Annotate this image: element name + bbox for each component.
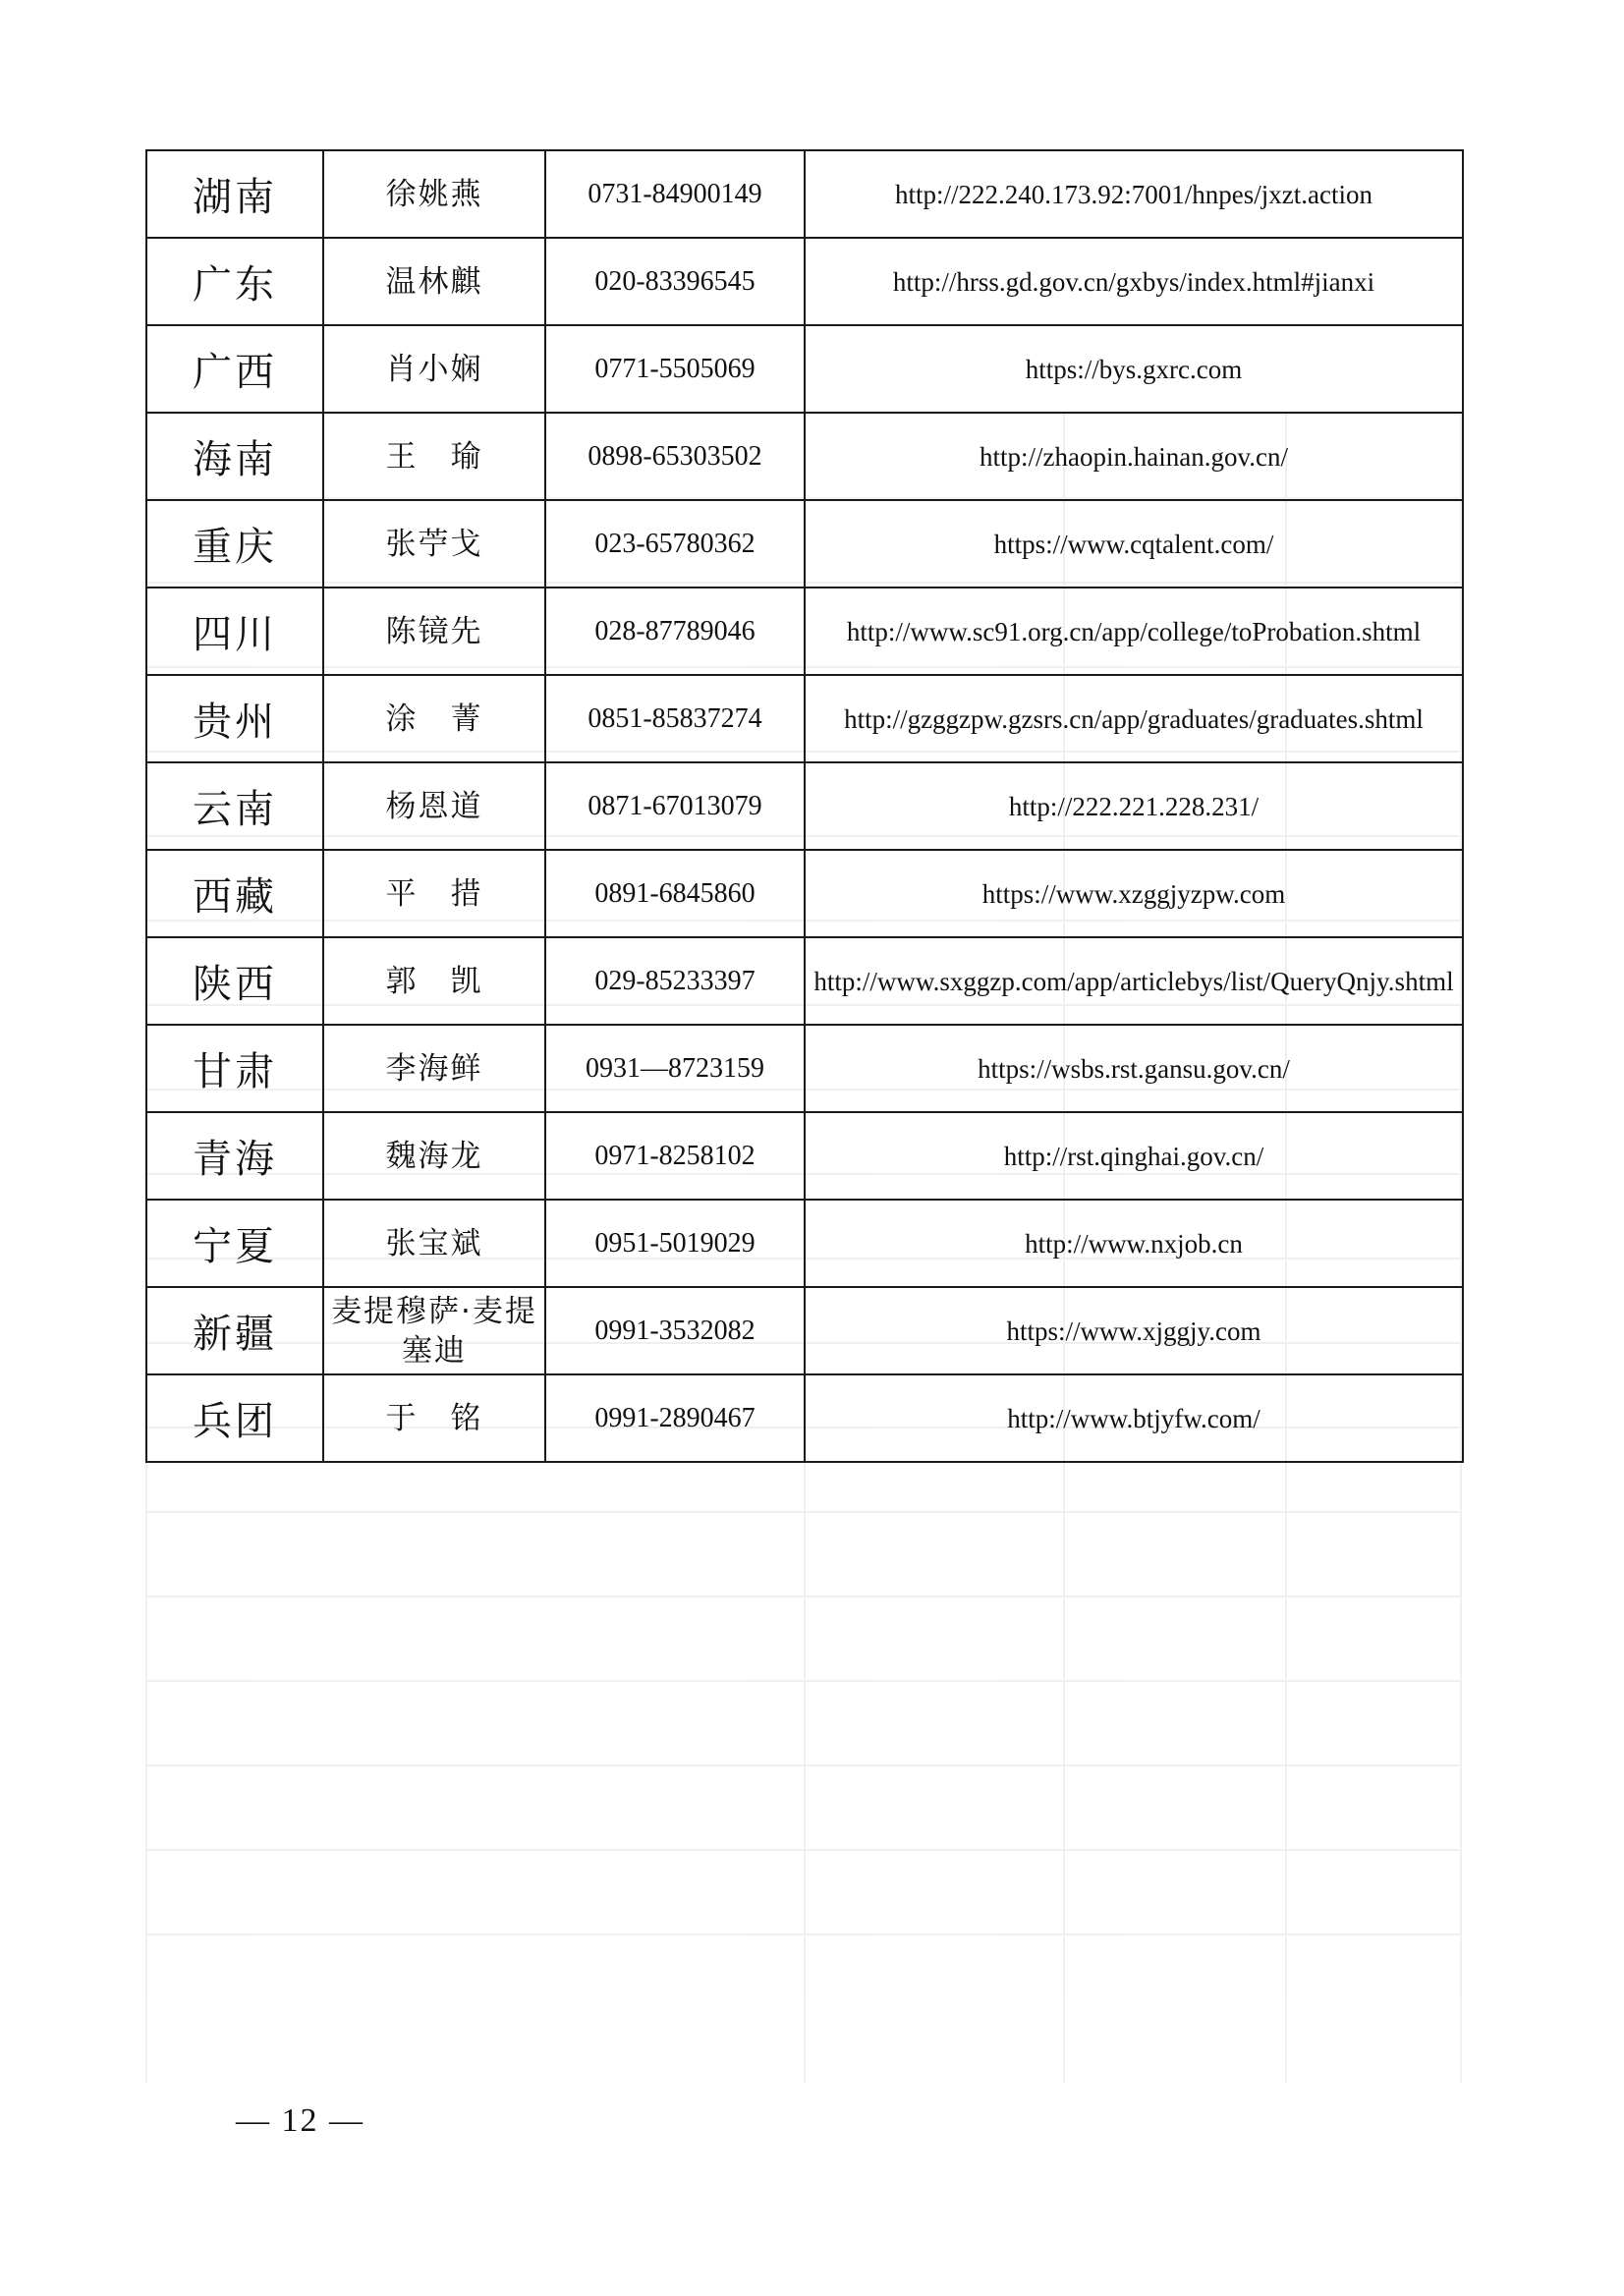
- table-row: [146, 500, 1463, 588]
- contact-name-cell: 张宝斌: [323, 1200, 545, 1287]
- contact-name-cell: 李海鲜: [323, 1025, 545, 1112]
- phone-cell: 0771-5505069: [545, 325, 805, 413]
- contact-name-cell: 张苧戈: [323, 500, 545, 588]
- province-cell: 甘肃: [146, 1025, 323, 1112]
- province-cell: 西藏: [146, 850, 323, 937]
- contact-name-cell: 于 铭: [323, 1374, 545, 1462]
- province-cell: 兵团: [146, 1374, 323, 1462]
- table-row: [146, 1374, 1463, 1462]
- contact-name-cell: 陈镜先: [323, 588, 545, 675]
- table-row: [146, 762, 1463, 850]
- table-row: [146, 675, 1463, 762]
- phone-cell: 020-83396545: [545, 238, 805, 325]
- phone-cell: 0991-3532082: [545, 1287, 805, 1374]
- province-cell: 陕西: [146, 937, 323, 1025]
- website-cell: http://zhaopin.hainan.gov.cn/: [805, 413, 1463, 500]
- contact-name-cell: 杨恩道: [323, 762, 545, 850]
- table-row: [146, 1200, 1463, 1287]
- province-cell: 青海: [146, 1112, 323, 1200]
- contacts-table-body: [146, 150, 1463, 1462]
- province-cell: 湖南: [146, 150, 323, 238]
- table-row: [146, 850, 1463, 937]
- phone-cell: 0851-85837274: [545, 675, 805, 762]
- province-cell: 海南: [146, 413, 323, 500]
- website-cell: https://wsbs.rst.gansu.gov.cn/: [805, 1025, 1463, 1112]
- phone-cell: 0971-8258102: [545, 1112, 805, 1200]
- contact-name-cell: 麦提穆萨·麦提塞迪: [323, 1287, 545, 1374]
- province-cell: 广西: [146, 325, 323, 413]
- province-cell: 广东: [146, 238, 323, 325]
- phone-cell: 023-65780362: [545, 500, 805, 588]
- phone-cell: 0891-6845860: [545, 850, 805, 937]
- table-row: [146, 238, 1463, 325]
- phone-cell: 0898-65303502: [545, 413, 805, 500]
- table-row: [146, 1112, 1463, 1200]
- contact-name-cell: 涂 菁: [323, 675, 545, 762]
- province-cell: 宁夏: [146, 1200, 323, 1287]
- contact-name-cell: 肖小娴: [323, 325, 545, 413]
- province-cell: 新疆: [146, 1287, 323, 1374]
- website-cell: http://www.sxggzp.com/app/articlebys/list/QueryQnjy.shtml: [805, 937, 1463, 1025]
- website-cell: http://www.sc91.org.cn/app/college/toProbation.shtml: [805, 588, 1463, 675]
- table-row: [146, 588, 1463, 675]
- table-row: [146, 1025, 1463, 1112]
- phone-cell: 029-85233397: [545, 937, 805, 1025]
- phone-cell: 028-87789046: [545, 588, 805, 675]
- page-number: — 12 —: [236, 2102, 364, 2139]
- table-row: [146, 325, 1463, 413]
- province-cell: 云南: [146, 762, 323, 850]
- contact-name-cell: 温林麒: [323, 238, 545, 325]
- phone-cell: 0871-67013079: [545, 762, 805, 850]
- table-row: [146, 150, 1463, 238]
- website-cell: https://bys.gxrc.com: [805, 325, 1463, 413]
- table-row: [146, 413, 1463, 500]
- website-cell: https://www.cqtalent.com/: [805, 500, 1463, 588]
- phone-cell: 0951-5019029: [545, 1200, 805, 1287]
- website-cell: http://rst.qinghai.gov.cn/: [805, 1112, 1463, 1200]
- website-cell: http://www.nxjob.cn: [805, 1200, 1463, 1287]
- phone-cell: 0991-2890467: [545, 1374, 805, 1462]
- website-cell: http://gzggzpw.gzsrs.cn/app/graduates/graduates.shtml: [805, 675, 1463, 762]
- phone-cell: 0931—8723159: [545, 1025, 805, 1112]
- website-cell: https://www.xjggjy.com: [805, 1287, 1463, 1374]
- province-cell: 四川: [146, 588, 323, 675]
- website-cell: http://222.240.173.92:7001/hnpes/jxzt.action: [805, 150, 1463, 238]
- website-cell: http://www.btjyfw.com/: [805, 1374, 1463, 1462]
- contact-name-cell: 王 瑜: [323, 413, 545, 500]
- contact-name-cell: 徐姚燕: [323, 150, 545, 238]
- province-cell: 重庆: [146, 500, 323, 588]
- website-cell: https://www.xzggjyzpw.com: [805, 850, 1463, 937]
- website-cell: http://222.221.228.231/: [805, 762, 1463, 850]
- contact-name-cell: 魏海龙: [323, 1112, 545, 1200]
- table-row: [146, 1287, 1463, 1374]
- website-cell: http://hrss.gd.gov.cn/gxbys/index.html#jianxi: [805, 238, 1463, 325]
- table-row: [146, 937, 1463, 1025]
- province-cell: 贵州: [146, 675, 323, 762]
- contacts-table: [145, 149, 1464, 1463]
- contact-name-cell: 郭 凯: [323, 937, 545, 1025]
- phone-cell: 0731-84900149: [545, 150, 805, 238]
- contact-name-cell: 平 措: [323, 850, 545, 937]
